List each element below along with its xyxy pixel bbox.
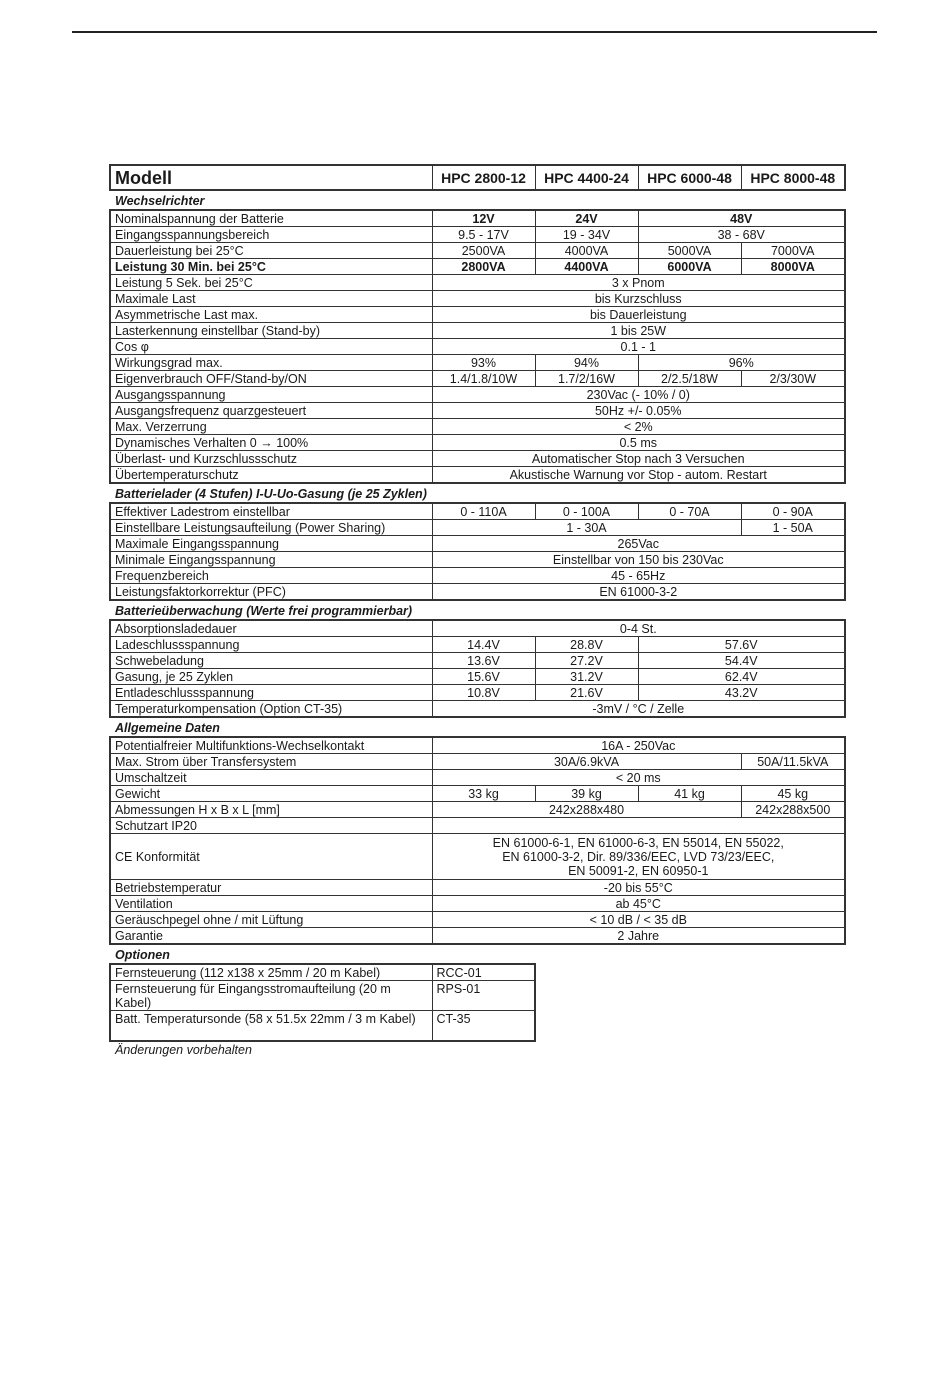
row-label: Max. Strom über Transfersystem xyxy=(110,754,432,770)
option-label: Fernsteuerung (112 x138 x 25mm / 20 m Kabel) xyxy=(110,964,432,981)
table-row xyxy=(110,259,845,275)
option-label: Batt. Temperatursonde (58 x 51.5x 22mm / 3 m Kabel) xyxy=(110,1011,432,1042)
cell-value: 0-4 St. xyxy=(432,620,845,637)
row-label: Ausgangsspannung xyxy=(110,387,432,403)
row-label: Abmessungen H x B x L [mm] xyxy=(110,802,432,818)
cell-value: 30A/6.9kVA xyxy=(432,754,741,770)
table-row xyxy=(110,786,845,802)
table-row xyxy=(110,451,845,467)
row-label: Leistungsfaktorkorrektur (PFC) xyxy=(110,584,432,601)
cell-value: 48V xyxy=(638,210,845,227)
cell-value: 0 - 90A xyxy=(741,503,845,520)
table-row xyxy=(110,802,845,818)
row-label: Einstellbare Leistungsaufteilung (Power Sharing) xyxy=(110,520,432,536)
row-label: Temperaturkompensation (Option CT-35) xyxy=(110,701,432,718)
row-label: Maximale Last xyxy=(110,291,432,307)
row-label: Leistung 30 Min. bei 25°C xyxy=(110,259,432,275)
table-row xyxy=(110,227,845,243)
row-label: Gewicht xyxy=(110,786,432,802)
row-label: Max. Verzerrung xyxy=(110,419,432,435)
top-rule xyxy=(72,31,877,33)
model-name: HPC 6000-48 xyxy=(638,165,741,190)
row-label: Dynamisches Verhalten 0 → 100% xyxy=(110,435,432,451)
cell-value: 2/2.5/18W xyxy=(638,371,741,387)
cell-value: 33 kg xyxy=(432,786,535,802)
cell-value: 1 bis 25W xyxy=(432,323,845,339)
table-row xyxy=(110,981,535,1011)
cell-value: 57.6V xyxy=(638,637,845,653)
cell-value: 45 kg xyxy=(741,786,845,802)
section-title-charger: Batterielader (4 Stufen) I-U-Uo-Gasung (je 25 Zyklen) xyxy=(115,487,427,501)
row-label: Lasterkennung einstellbar (Stand-by) xyxy=(110,323,432,339)
row-label: Eingangsspannungsbereich xyxy=(110,227,432,243)
table-row xyxy=(110,275,845,291)
row-label: Geräuschpegel ohne / mit Lüftung xyxy=(110,912,432,928)
cell-value: 2 Jahre xyxy=(432,928,845,945)
option-code: CT-35 xyxy=(432,1011,535,1042)
table-row xyxy=(110,467,845,484)
cell-value: 242x288x500 xyxy=(741,802,845,818)
table-row xyxy=(110,737,845,754)
cell-value: 1 - 30A xyxy=(432,520,741,536)
ce-line: EN 61000-3-2, Dir. 89/336/EEC, LVD 73/23/EEC, xyxy=(502,850,775,864)
cell-value: 2/3/30W xyxy=(741,371,845,387)
cell-value: 94% xyxy=(535,355,638,371)
row-label: Umschaltzeit xyxy=(110,770,432,786)
cell-value: 24V xyxy=(535,210,638,227)
model-name: HPC 4400-24 xyxy=(535,165,638,190)
section-title-general: Allgemeine Daten xyxy=(115,721,220,735)
footnote: Änderungen vorbehalten xyxy=(115,1043,252,1057)
table-row xyxy=(110,435,845,451)
model-name: HPC 8000-48 xyxy=(741,165,845,190)
cell-value: 93% xyxy=(432,355,535,371)
cell-value: 96% xyxy=(638,355,845,371)
row-label: Maximale Eingangsspannung xyxy=(110,536,432,552)
table-row xyxy=(110,210,845,227)
table-row xyxy=(110,637,845,653)
row-label: Ventilation xyxy=(110,896,432,912)
table-row xyxy=(110,818,845,834)
cell-value: 16A - 250Vac xyxy=(432,737,845,754)
table-row xyxy=(110,291,845,307)
row-label: Leistung 5 Sek. bei 25°C xyxy=(110,275,432,291)
cell-value: 2800VA xyxy=(432,259,535,275)
cell-value: -20 bis 55°C xyxy=(432,880,845,896)
cell-value: 4400VA xyxy=(535,259,638,275)
table-row xyxy=(110,387,845,403)
row-label: Ladeschlussspannung xyxy=(110,637,432,653)
cell-value: 242x288x480 xyxy=(432,802,741,818)
table-row xyxy=(110,912,845,928)
cell-value: 6000VA xyxy=(638,259,741,275)
cell-value: 230Vac (- 10% / 0) xyxy=(432,387,845,403)
row-label: Gasung, je 25 Zyklen xyxy=(110,669,432,685)
cell-value: 21.6V xyxy=(535,685,638,701)
row-label: Dauerleistung bei 25°C xyxy=(110,243,432,259)
cell-value: 43.2V xyxy=(638,685,845,701)
row-label: Nominalspannung der Batterie xyxy=(110,210,432,227)
ce-line: EN 50091-2, EN 60950-1 xyxy=(568,864,709,878)
cell-value: 9.5 - 17V xyxy=(432,227,535,243)
table-row xyxy=(110,620,845,637)
table-row xyxy=(110,536,845,552)
table-row xyxy=(110,520,845,536)
cell-value: bis Kurzschluss xyxy=(432,291,845,307)
section-title-inverter: Wechselrichter xyxy=(115,194,205,208)
cell-value: 13.6V xyxy=(432,653,535,669)
table-row xyxy=(110,880,845,896)
cell-value: 28.8V xyxy=(535,637,638,653)
table-row xyxy=(110,552,845,568)
table-row xyxy=(110,834,845,880)
cell-value: -3mV / °C / Zelle xyxy=(432,701,845,718)
cell-value: < 10 dB / < 35 dB xyxy=(432,912,845,928)
spec-sheet xyxy=(109,164,844,1057)
cell-value: 265Vac xyxy=(432,536,845,552)
cell-value: 3 x Pnom xyxy=(432,275,845,291)
inverter-table xyxy=(109,209,846,484)
section-title-monitoring: Batterieüberwachung (Werte frei programmierbar) xyxy=(115,604,413,618)
cell-value: < 20 ms xyxy=(432,770,845,786)
cell-value: 50A/11.5kVA xyxy=(741,754,845,770)
section-title-options: Optionen xyxy=(115,948,170,962)
row-label: Garantie xyxy=(110,928,432,945)
cell-value: EN 61000-3-2 xyxy=(432,584,845,601)
cell-value: ab 45°C xyxy=(432,896,845,912)
row-label: Ausgangsfrequenz quarzgesteuert xyxy=(110,403,432,419)
cell-value: Akustische Warnung vor Stop - autom. Restart xyxy=(432,467,845,484)
cell-value: 54.4V xyxy=(638,653,845,669)
table-row xyxy=(110,568,845,584)
table-row xyxy=(110,307,845,323)
row-label: CE Konformität xyxy=(110,834,432,880)
row-label: Asymmetrische Last max. xyxy=(110,307,432,323)
table-row xyxy=(110,503,845,520)
cell-value: 10.8V xyxy=(432,685,535,701)
table-row xyxy=(110,701,845,718)
table-row xyxy=(110,685,845,701)
cell-value: 31.2V xyxy=(535,669,638,685)
row-label: Schutzart IP20 xyxy=(110,818,432,834)
row-label: Frequenzbereich xyxy=(110,568,432,584)
table-row xyxy=(110,770,845,786)
table-row xyxy=(110,339,845,355)
row-label: Minimale Eingangsspannung xyxy=(110,552,432,568)
cell-value: 62.4V xyxy=(638,669,845,685)
cell-value: 0 - 70A xyxy=(638,503,741,520)
model-name: HPC 2800-12 xyxy=(432,165,535,190)
cell-value: < 2% xyxy=(432,419,845,435)
options-table xyxy=(109,963,536,1042)
row-label: Betriebstemperatur xyxy=(110,880,432,896)
table-row xyxy=(110,669,845,685)
row-label: Überlast- und Kurzschlussschutz xyxy=(110,451,432,467)
cell-value: 50Hz +/- 0.05% xyxy=(432,403,845,419)
cell-value: 4000VA xyxy=(535,243,638,259)
cell-value: 1.7/2/16W xyxy=(535,371,638,387)
model-label: Modell xyxy=(110,165,432,190)
option-label: Fernsteuerung für Eingangsstromaufteilung (20 m Kabel) xyxy=(110,981,432,1011)
cell-value: 19 - 34V xyxy=(535,227,638,243)
row-label: Eigenverbrauch OFF/Stand-by/ON xyxy=(110,371,432,387)
cell-value: Automatischer Stop nach 3 Versuchen xyxy=(432,451,845,467)
ce-standards-cell xyxy=(432,834,845,880)
table-row xyxy=(110,1011,535,1042)
cell-value: 14.4V xyxy=(432,637,535,653)
general-table xyxy=(109,736,846,945)
row-label: Effektiver Ladestrom einstellbar xyxy=(110,503,432,520)
model-header-row xyxy=(110,165,845,190)
table-row xyxy=(110,964,535,981)
row-label: Schwebeladung xyxy=(110,653,432,669)
table-row xyxy=(110,928,845,945)
cell-value: bis Dauerleistung xyxy=(432,307,845,323)
table-row xyxy=(110,355,845,371)
row-label: Absorptionsladedauer xyxy=(110,620,432,637)
cell-value: 1 - 50A xyxy=(741,520,845,536)
cell-value: 38 - 68V xyxy=(638,227,845,243)
cell-value: 7000VA xyxy=(741,243,845,259)
cell-value: 39 kg xyxy=(535,786,638,802)
cell-value xyxy=(432,818,845,834)
row-label: Wirkungsgrad max. xyxy=(110,355,432,371)
table-row xyxy=(110,584,845,601)
cell-value: 12V xyxy=(432,210,535,227)
row-label: Entladeschlussspannung xyxy=(110,685,432,701)
cell-value: 27.2V xyxy=(535,653,638,669)
row-label: Potentialfreier Multifunktions-Wechselkontakt xyxy=(110,737,432,754)
cell-value: 1.4/1.8/10W xyxy=(432,371,535,387)
table-row xyxy=(110,896,845,912)
cell-value: 0 - 110A xyxy=(432,503,535,520)
cell-value: 0.5 ms xyxy=(432,435,845,451)
row-label: Übertemperaturschutz xyxy=(110,467,432,484)
cell-value: 0 - 100A xyxy=(535,503,638,520)
table-row xyxy=(110,323,845,339)
option-code: RCC-01 xyxy=(432,964,535,981)
cell-value: Einstellbar von 150 bis 230Vac xyxy=(432,552,845,568)
table-row xyxy=(110,371,845,387)
table-row xyxy=(110,243,845,259)
monitoring-table xyxy=(109,619,846,718)
cell-value: 41 kg xyxy=(638,786,741,802)
table-row xyxy=(110,653,845,669)
cell-value: 0.1 - 1 xyxy=(432,339,845,355)
ce-line: EN 61000-6-1, EN 61000-6-3, EN 55014, EN 55022, xyxy=(492,836,784,850)
cell-value: 45 - 65Hz xyxy=(432,568,845,584)
row-label: Cos φ xyxy=(110,339,432,355)
cell-value: 2500VA xyxy=(432,243,535,259)
cell-value: 15.6V xyxy=(432,669,535,685)
table-row xyxy=(110,403,845,419)
cell-value: 5000VA xyxy=(638,243,741,259)
table-row xyxy=(110,419,845,435)
table-row xyxy=(110,754,845,770)
cell-value: 8000VA xyxy=(741,259,845,275)
option-code: RPS-01 xyxy=(432,981,535,1011)
charger-table xyxy=(109,502,846,601)
model-header-table xyxy=(109,164,846,191)
